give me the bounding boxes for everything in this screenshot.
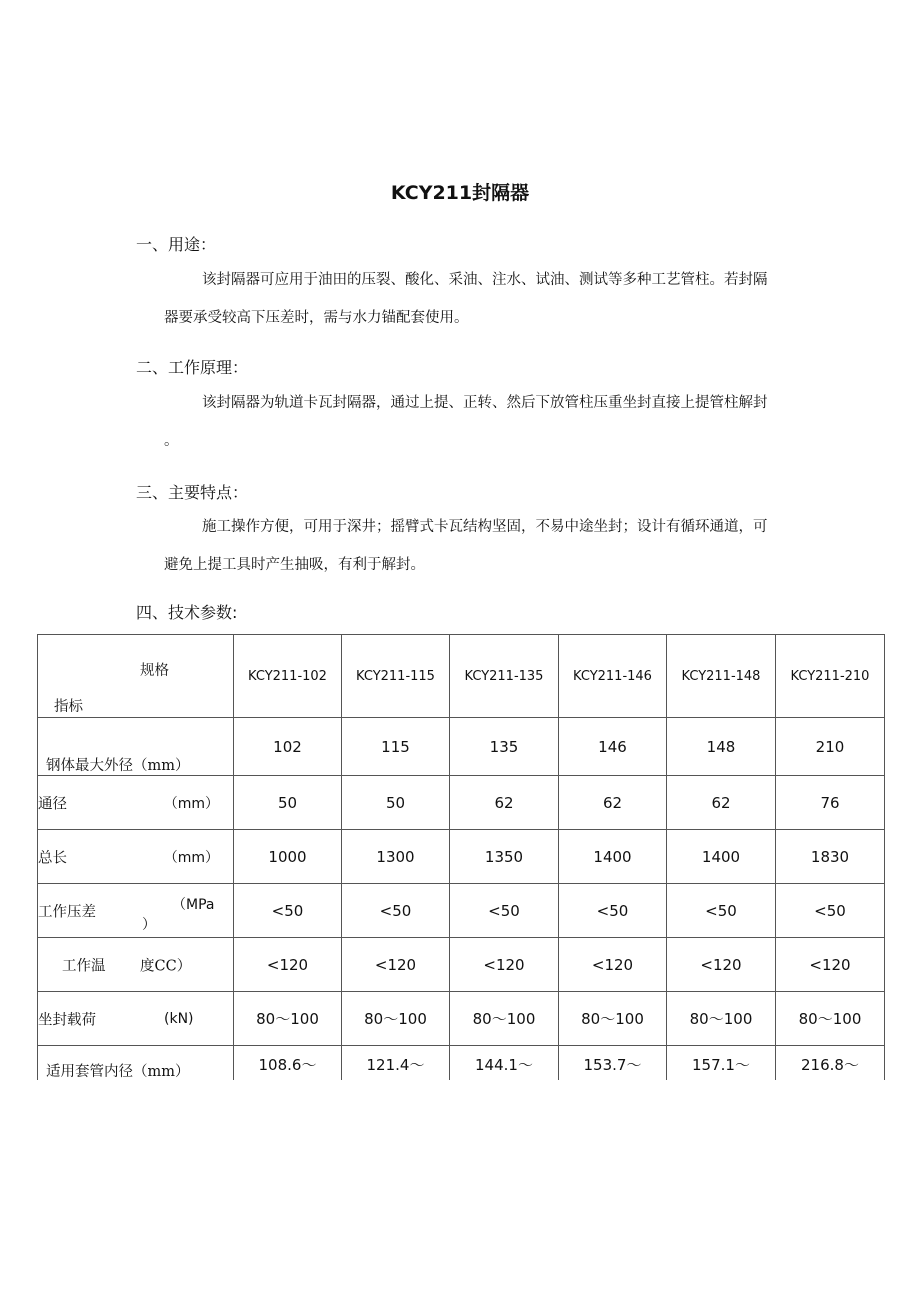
row-label: 总长 [38,850,67,866]
model-header: KCY211-102 [234,635,342,718]
table-cell: 1830 [776,830,885,884]
table-cell: 80～100 [667,992,776,1046]
table-cell: <120 [450,938,559,992]
table-cell: <120 [234,938,342,992]
table-cell: <50 [234,884,342,938]
table-row [38,884,885,938]
row-label-cell [38,938,234,992]
table-cell: 80～100 [342,992,450,1046]
row-label-cell [38,776,234,830]
table-cell: 102 [234,718,342,776]
table-cell: 80～100 [559,992,667,1046]
table-cell: 1300 [342,830,450,884]
table-cell: 62 [450,776,559,830]
paragraph-line: 。 [164,433,179,449]
row-label: 工作压差 [38,904,96,920]
row-label: 工作温 [62,958,106,974]
table-header-row [38,635,885,718]
table-cell: 210 [776,718,885,776]
table-cell: 80～100 [234,992,342,1046]
table-cell: 76 [776,776,885,830]
table-cell: <120 [776,938,885,992]
table-cell: 1400 [667,830,776,884]
row-label-cell [38,992,234,1046]
row-label: 坐封载荷 [38,1012,96,1028]
table-cell: 148 [667,718,776,776]
table-row [38,992,885,1046]
table-cell: 1350 [450,830,559,884]
table-cell: 157.1～ [667,1046,776,1106]
section-heading-features: 三、主要特点： [136,483,249,502]
row-label-cell [38,718,234,776]
table-row [38,718,885,776]
table-cell: 80～100 [450,992,559,1046]
table-row [38,938,885,992]
table-cell: 216.8～ [776,1046,885,1106]
paragraph-line: 该封隔器可应用于油田的压裂、酸化、采油、注水、试油、测试等多种工艺管柱。若封隔 [202,272,768,288]
table-cell: <50 [559,884,667,938]
section-heading-specs: 四、技术参数: [136,603,238,622]
table-cell: 146 [559,718,667,776]
model-header: KCY211-146 [559,635,667,718]
row-unit: 度CC） [140,958,192,974]
document-title: KCY211封隔器 [390,182,530,204]
row-label: 钢体最大外径（mm） [46,758,190,774]
row-unit: （mm） [163,795,219,812]
table-cell: <120 [667,938,776,992]
table-cell: 50 [234,776,342,830]
page-blank-area [0,1080,920,1303]
row-unit: (kN) [164,1010,194,1027]
table-cell: <50 [667,884,776,938]
table-cell: <50 [342,884,450,938]
section-paragraph-principle [164,384,880,460]
table-cell: <120 [559,938,667,992]
paragraph-line: 该封隔器为轨道卡瓦封隔器，通过上提、正转、然后下放管柱压重坐封直接上提管柱解封 [202,395,768,411]
table-cell: 108.6～ [234,1046,342,1106]
table-row [38,830,885,884]
model-header: KCY211-135 [450,635,559,718]
row-unit: （MPa [172,897,215,913]
table-cell: 144.1～ [450,1046,559,1106]
row-unit-close: ） [142,917,156,933]
model-header: KCY211-210 [776,635,885,718]
table-cell: 62 [667,776,776,830]
table-cell: 153.7～ [559,1046,667,1106]
table-cell: 115 [342,718,450,776]
corner-spec-label: 规格 [140,663,169,679]
row-label-cell [38,884,234,938]
paragraph-line: 避免上提工具时产生抽吸，有利于解封。 [164,557,425,573]
row-label: 适用套管内径（mm） [46,1064,190,1080]
table-corner-cell [38,635,234,718]
table-cell: <50 [450,884,559,938]
table-cell: 121.4～ [342,1046,450,1106]
table-cell: <50 [776,884,885,938]
paragraph-line: 施工操作方便，可用于深井；摇臂式卡瓦结构坚固，不易中途坐封；设计有循环通道，可 [202,519,768,535]
section-heading-principle: 二、工作原理： [136,358,249,377]
table-cell: 1400 [559,830,667,884]
section-heading-purpose: 一、用途： [136,235,217,254]
row-label-cell [38,830,234,884]
table-cell: 80～100 [776,992,885,1046]
row-label: 通径 [38,796,67,812]
paragraph-line: 器要承受较高下压差时，需与水力锚配套使用。 [164,310,469,326]
spec-table [37,634,884,1106]
corner-index-label: 指标 [54,699,83,715]
model-header: KCY211-148 [667,635,776,718]
section-paragraph-features [164,508,880,584]
section-paragraph-purpose [164,261,880,337]
table-row [38,776,885,830]
table-cell: 135 [450,718,559,776]
model-header: KCY211-115 [342,635,450,718]
table-cell: 62 [559,776,667,830]
table-cell: 1000 [234,830,342,884]
table-cell: 50 [342,776,450,830]
table-cell: <120 [342,938,450,992]
row-unit: （mm） [163,849,219,866]
